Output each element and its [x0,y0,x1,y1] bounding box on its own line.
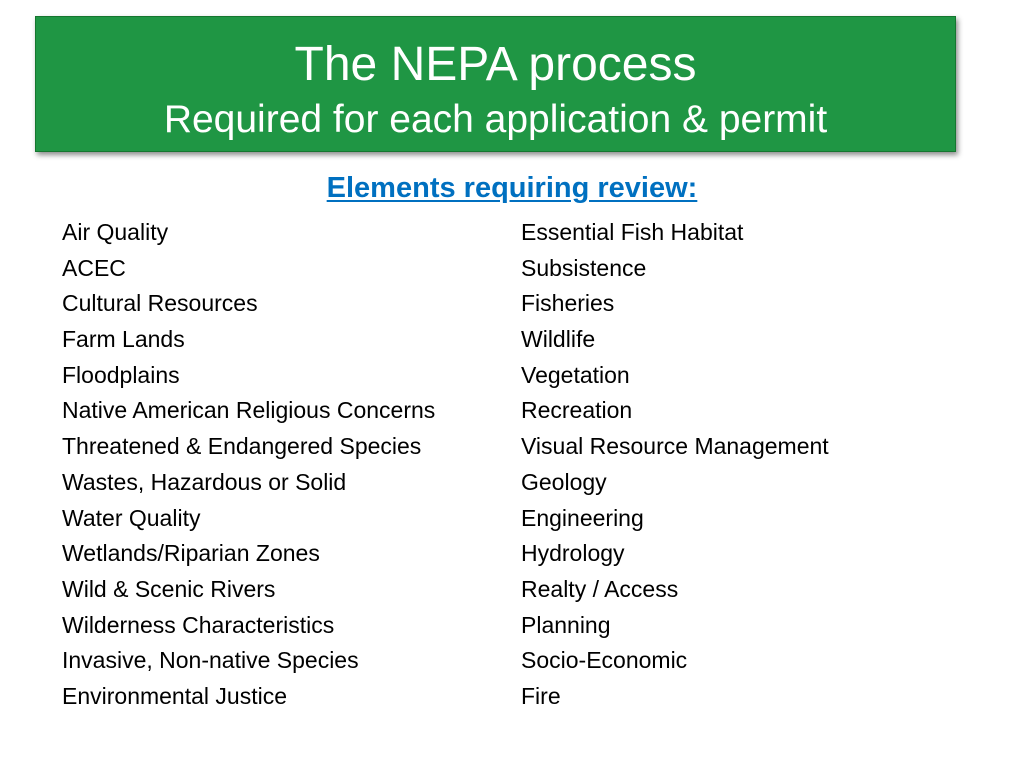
list-item: Environmental Justice [62,682,287,709]
list-item: Recreation [521,397,633,424]
list-item: Floodplains [62,361,180,388]
list-item: Hydrology [521,540,625,567]
list-item: Subsistence [521,254,647,281]
right-element-list [521,215,829,715]
list-item: Fire [521,682,561,709]
list-item: Geology [521,468,607,495]
list-item: Vegetation [521,361,630,388]
list-item: Wastes, Hazardous or Solid [62,468,347,495]
list-item: Air Quality [62,219,169,245]
list-item: Wild & Scenic Rivers [62,575,276,602]
section-heading: Elements requiring review: [326,172,698,204]
list-item: Wildlife [521,326,596,353]
list-item: Wilderness Characteristics [62,611,335,638]
list-item: Visual Resource Management [521,433,829,460]
list-item: Engineering [521,504,644,531]
list-item: Essential Fish Habitat [521,219,744,245]
list-item: Planning [521,611,611,638]
slide-subtitle: Required for each application & permit [163,98,828,141]
list-item: ACEC [62,254,126,281]
left-element-list [62,215,435,715]
list-item: Realty / Access [521,575,679,602]
list-item: Water Quality [62,504,201,531]
list-item: Cultural Resources [62,290,258,317]
slide-title: The NEPA process [294,38,697,91]
list-item: Threatened & Endangered Species [62,433,422,460]
list-item: Fisheries [521,290,615,317]
list-item: Invasive, Non-native Species [62,647,359,674]
list-item: Farm Lands [62,326,185,353]
title-banner [35,16,956,152]
list-item: Native American Religious Concerns [62,397,436,424]
list-item: Wetlands/Riparian Zones [62,540,320,567]
list-item: Socio-Economic [521,647,688,674]
